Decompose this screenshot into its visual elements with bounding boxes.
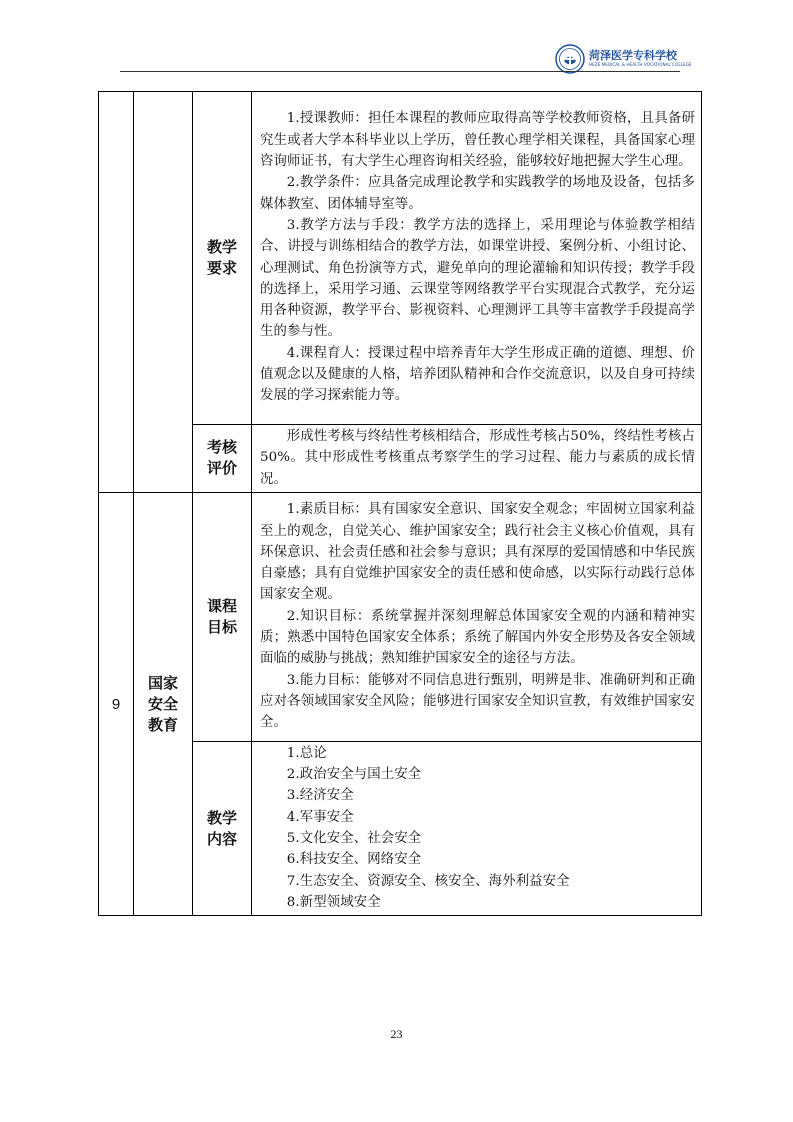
list-item: 7.生态安全、资源安全、核安全、海外利益安全 bbox=[286, 873, 570, 889]
paragraph: 1.素质目标：具有国家安全意识、国家安全观念；牢固树立国家利益至上的观念，自觉关心、维护国家安全；践行社会主义核心价值观，具有环保意识、社会责任感和社会参与意识；具有深厚的爱国情感和中华民族自豪感；具有自觉维护国家安全的责任感和使命感，以实际行动践行总体国家安全观。 bbox=[260, 502, 695, 603]
objectives-label bbox=[193, 492, 252, 741]
course-number-cell bbox=[99, 492, 134, 915]
teaching-requirements-label bbox=[193, 92, 252, 425]
list-item: 8.新型领域安全 bbox=[286, 894, 381, 910]
course-table bbox=[98, 91, 702, 916]
teaching-content-label bbox=[193, 741, 252, 915]
upper-title-cell bbox=[134, 92, 193, 493]
course-title-cell bbox=[134, 492, 193, 915]
list-item: 2.政治安全与国土安全 bbox=[286, 767, 422, 783]
paragraph: 3.教学方法与手段：教学方法的选择上，采用理论与体验教学相结合、讲授与训练相结合的教学方法，如课堂讲授、案例分析、小组讨论、心理测试、角色扮演等方式，避免单向的理论灌输和知识传授；教学手段的选择上，采用学习通、云课堂等网络教学平台实现混合式教学，充分运用各种资源，教学平台、影视资料、心理测评工具等丰富教学手段提高学生的参与性。 bbox=[260, 217, 695, 340]
upper-number-cell bbox=[99, 92, 134, 493]
table-row bbox=[99, 92, 702, 425]
list-item: 4.军事安全 bbox=[286, 809, 354, 825]
paragraph: 3.能力目标：能够对不同信息进行甄别，明辨是非、准确研判和正确应对各领域国家安全风险；能够进行国家安全知识宣教，有效维护国家安全。 bbox=[260, 672, 695, 731]
objectives-label-text: 课程 目标 bbox=[206, 596, 237, 636]
paragraph: 2.知识目标：系统掌握并深刻理解总体国家安全观的内涵和精神实质；熟悉中国特色国家安全体系；系统了解国内外安全形势及各安全领域面临的威胁与挑战；熟知维护国家安全的途径与方法。 bbox=[260, 608, 695, 667]
assessment-label bbox=[193, 425, 252, 493]
course-title: 国家 安全 教育 bbox=[147, 673, 178, 734]
course-number: 9 bbox=[111, 695, 121, 713]
teaching-content-list bbox=[252, 741, 702, 915]
paragraph: 形成性考核与终结性考核相结合，形成性考核占50%，终结性考核占50%。其中形成性考核重点考察学生的学习过程、能力与素质的成长情况。 bbox=[260, 429, 695, 487]
list-item: 3.经济安全 bbox=[286, 788, 354, 804]
paragraph: 4.课程育人：授课过程中培养青年大学生形成正确的道德、理想、价值观念以及健康的人格，培养团队精神和合作交流意识，以及自身可持续发展的学习探索能力等。 bbox=[260, 345, 695, 404]
teaching-requirements-content bbox=[252, 92, 702, 425]
list-item: 1.总论 bbox=[286, 745, 327, 761]
list-item: 5.文化安全、社会安全 bbox=[286, 831, 422, 847]
objectives-content bbox=[252, 492, 702, 741]
page-number: 23 bbox=[390, 1027, 403, 1041]
teaching-content-label-text: 教学 内容 bbox=[206, 808, 237, 848]
school-seal-icon bbox=[555, 44, 585, 74]
table-row bbox=[99, 492, 702, 741]
paragraph: 1.授课教师：担任本课程的教师应取得高等学校教师资格，且具备研究生或者大学本科毕业以上学历，曾任教心理学相关课程，具备国家心理咨询师证书，有大学生心理咨询相关经验，能够较好地把握大学生心理。 bbox=[260, 111, 695, 170]
paragraph: 2.教学条件：应具备完成理论教学和实践教学的场地及设备，包括多媒体教室、团体辅导室等。 bbox=[260, 175, 695, 212]
school-name-en: HEZE MEDICAL & HEALTH VOCATIONAL COLLEGE bbox=[589, 62, 692, 68]
assessment-label-text: 考核 评价 bbox=[206, 438, 237, 478]
list-item: 6.科技安全、网络安全 bbox=[286, 852, 422, 868]
header-rule bbox=[120, 71, 680, 72]
teaching-requirements-label-text: 教学 要求 bbox=[206, 238, 237, 277]
school-logo bbox=[555, 44, 692, 74]
school-name-cn: 菏泽医学专科学校 bbox=[589, 49, 677, 63]
assessment-content bbox=[252, 425, 702, 493]
